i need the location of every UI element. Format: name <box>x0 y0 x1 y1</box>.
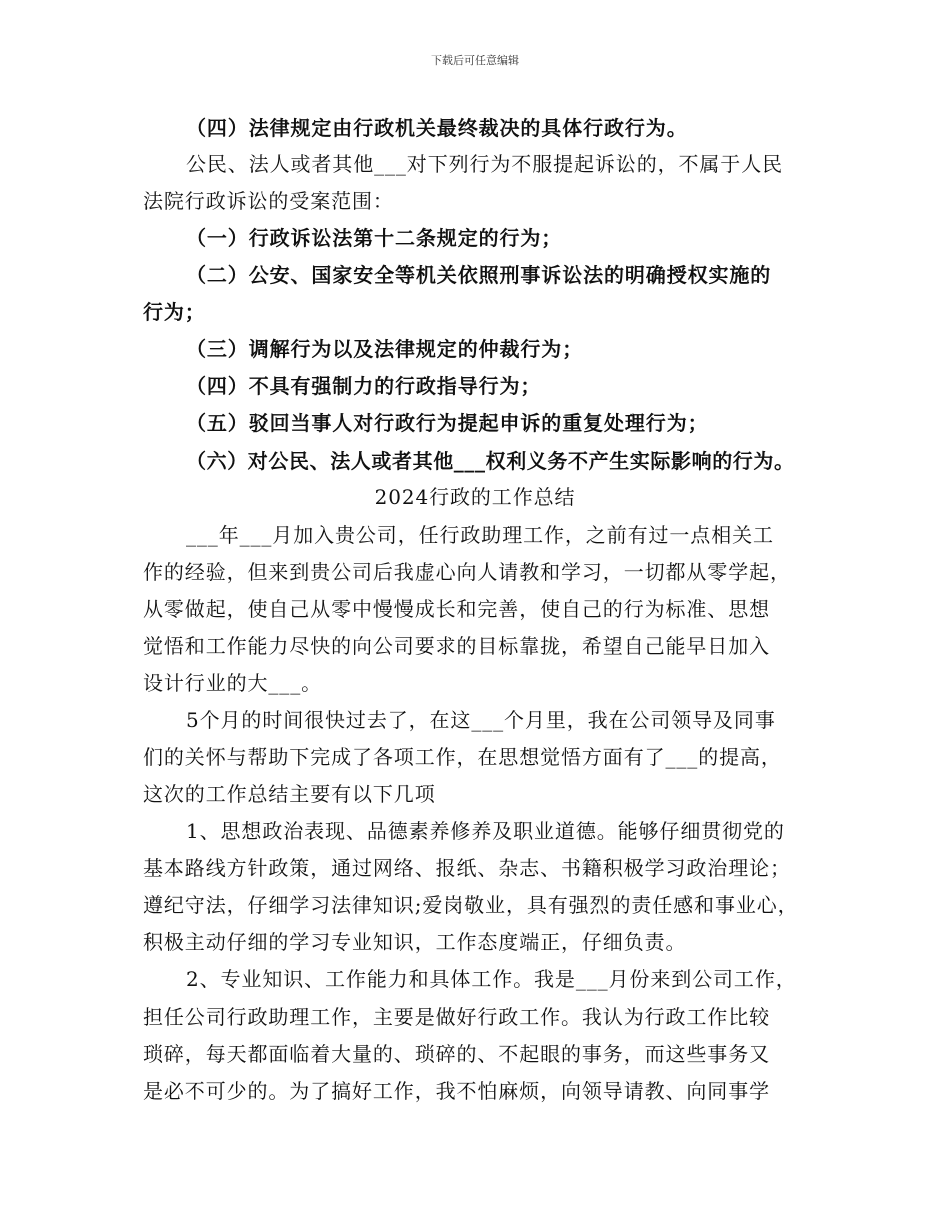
paragraph-line: 从零做起，使自己从零中慢慢成长和完善，使自己的行为标准、思想 <box>143 597 770 621</box>
paragraph-line: 们的关怀与帮助下完成了各项工作，在思想觉悟方面有了___的提高， <box>143 745 782 769</box>
list-item-four: （四）不具有强制力的行政指导行为； <box>186 374 542 398</box>
paragraph-line: 担任公司行政助理工作，主要是做好行政工作。我认为行政工作比较 <box>143 1005 770 1029</box>
section-title: 2024行政的工作总结 <box>374 485 576 509</box>
list-item-three: （三）调解行为以及法律规定的仲裁行为； <box>186 337 584 361</box>
paragraph-line: 法院行政诉讼的受案范围： <box>143 189 394 213</box>
paragraph-line: 这次的工作总结主要有以下几项 <box>143 782 436 806</box>
clause-four-final-ruling: （四）法律规定由行政机关最终裁决的具体行政行为。 <box>186 116 688 140</box>
list-item-two-cont: 行为； <box>143 300 206 324</box>
paragraph-line: ___年___月加入贵公司，任行政助理工作，之前有过一点相关工 <box>186 523 774 547</box>
paragraph-line: 遵纪守法，仔细学习法律知识;爱岗敬业，具有强烈的责任感和事业心， <box>143 893 799 917</box>
paragraph-line: 5个月的时间很快过去了，在这___个月里，我在公司领导及同事 <box>186 708 776 732</box>
list-item-five: （五）驳回当事人对行政行为提起申诉的重复处理行为； <box>186 411 709 435</box>
list-item-two: （二）公安、国家安全等机关依照刑事诉讼法的明确授权实施的 <box>186 263 772 287</box>
paragraph-line: 设计行业的大___。 <box>143 671 322 695</box>
paragraph-line: 2、专业知识、工作能力和具体工作。我是___月份来到公司工作， <box>186 967 797 991</box>
paragraph-line: 公民、法人或者其他___对下列行为不服提起诉讼的，不属于人民 <box>186 152 783 176</box>
list-item-one: （一）行政诉讼法第十二条规定的行为； <box>186 226 563 250</box>
paragraph-line: 琐碎，每天都面临着大量的、琐碎的、不起眼的事务，而这些事务又 <box>143 1042 770 1066</box>
paragraph-line: 作的经验，但来到贵公司后我虚心向人请教和学习，一切都从零学起， <box>143 560 791 584</box>
paragraph-line: 是必不可少的。为了搞好工作，我不怕麻烦，向领导请教、向同事学 <box>143 1079 770 1103</box>
list-item-six: （六）对公民、法人或者其他___权利义务不产生实际影响的行为。 <box>186 449 795 473</box>
paragraph-line: 积极主动仔细的学习专业知识，工作态度端正，仔细负责。 <box>143 930 687 954</box>
page-header: 下载后可任意编辑 <box>431 54 519 67</box>
paragraph-line: 1、思想政治表现、品德素养修养及职业道德。能够仔细贯彻党的 <box>186 819 785 843</box>
paragraph-line: 觉悟和工作能力尽快的向公司要求的目标靠拢，希望自己能早日加入 <box>143 634 770 658</box>
paragraph-line: 基本路线方针政策，通过网络、报纸、杂志、书籍积极学习政治理论； <box>143 856 791 880</box>
